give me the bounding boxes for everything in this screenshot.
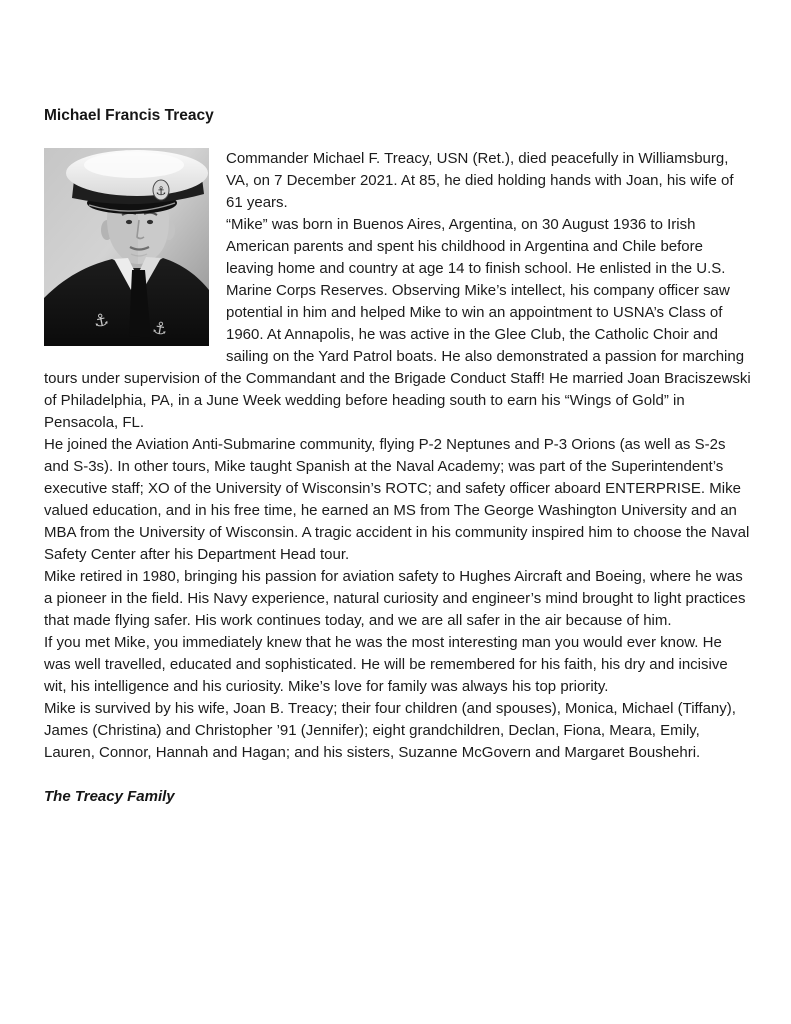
obituary-body	[44, 148, 751, 808]
obituary-paragraph-1: Commander Michael F. Treacy, USN (Ret.), died peacefully in Williamsburg, VA, on 7 December 2021. At 85, he died holding hands with Joan, his wife of 61 years.	[226, 150, 734, 211]
signature: The Treacy Family	[44, 788, 175, 805]
page-title: Michael Francis Treacy	[44, 107, 214, 124]
obituary-paragraph-6: Mike is survived by his wife, Joan B. Treacy; their four children (and spouses), Monica, Michael (Tiffany), James (Christina) and Christopher ’91 (Jennifer); eight grandchildren, Declan, Fiona, Meara, Emily, Lauren, Connor, Hannah and Hagan; and his sisters, Suzanne McGovern and Margaret Boushehri.	[44, 700, 736, 761]
portrait-photo	[44, 148, 209, 346]
obituary-paragraph-2: “Mike” was born in Buenos Aires, Argentina, on 30 August 1936 to Irish American parents and spent his childhood in Argentina and Chile before leaving home and country at age 14 to finish school. He enlisted in the U.S. Marine Corps Reserves. Observing Mike’s intellect, his company officer saw potential in him and helped Mike to win an appointment to USNA’s Class of 1960. At Annapolis, he was active in the Glee Club, the Catholic Choir and sailing on the Yard Patrol boats. He also demonstrated a passion for marching tours under supervision of the Commandant and the Brigade Conduct Staff! He married Joan Braciszewski of Philadelphia, PA, in a June Week wedding before heading south to earn his “Wings of Gold” in Pensacola, FL.	[44, 216, 751, 431]
obituary-paragraph-3: He joined the Aviation Anti-Submarine community, flying P-2 Neptunes and P-3 Orions (as well as S-2s and S-3s). In other tours, Mike taught Spanish at the Naval Academy; was part of the Superintendent’s executive staff; XO of the University of Wisconsin’s ROTC; and safety officer aboard ENTERPRISE. Mike valued education, and in his free time, he earned an MS from The George Washington University and an MBA from the University of Wisconsin. A tragic accident in his community inspired him to choose the Naval Safety Center after his Department Head tour.	[44, 436, 750, 563]
svg-text:⚓: ⚓	[91, 309, 111, 333]
obituary-paragraph-4: Mike retired in 1980, bringing his passion for aviation safety to Hughes Aircraft and Boeing, where he was a pioneer in the field. His Navy experience, natural curiosity and engineer’s mind brought to light practices that made flying safer. His work continues today, and we are all safer in the air because of him.	[44, 568, 746, 629]
obituary-paragraph-5: If you met Mike, you immediately knew that he was the most interesting man you would ever know. He was well travelled, educated and sophisticated. He will be remembered for his faith, his dry and incisive wit, his intelligence and his curiosity. Mike’s love for family was always his top priority.	[44, 634, 728, 695]
obituary-content	[44, 106, 751, 808]
svg-text:⚓: ⚓	[155, 184, 167, 198]
svg-text:⚓: ⚓	[150, 317, 170, 341]
navy-officer-portrait-illustration	[44, 148, 209, 346]
